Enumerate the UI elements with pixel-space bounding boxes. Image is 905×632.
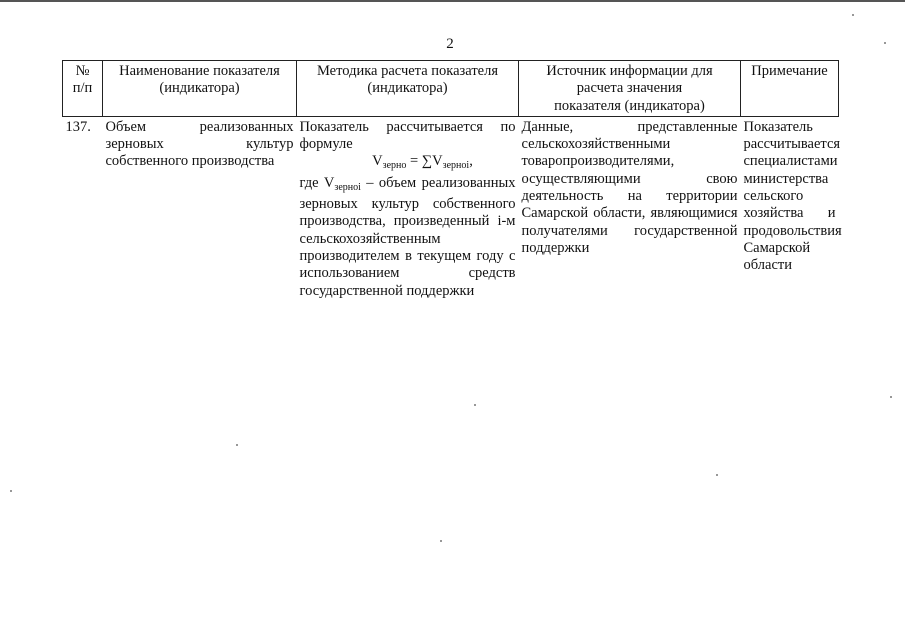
header-source-line3: показателя (индикатора) — [554, 97, 705, 114]
header-note — [741, 61, 839, 117]
method-where-text: – объем реализованных зерновых культур собственного производства, произведенный i-м сельскохозяйственным производителем в текущем году с использованием средств государственной поддержки — [299, 174, 516, 299]
header-method — [297, 61, 519, 117]
formula-sum-sub: зерноi — [442, 160, 470, 172]
header-source-line1: Источник информации для — [546, 63, 713, 79]
header-name-line1: Наименование показателя — [119, 63, 280, 79]
header-name-line2: (индикатора) — [159, 80, 240, 97]
scan-speck — [884, 42, 886, 44]
method-intro: Показатель рассчитывается по формуле — [299, 118, 516, 153]
scan-speck — [440, 540, 442, 542]
scan-top-edge — [0, 0, 905, 2]
row-method — [297, 116, 519, 299]
method-where-prefix: где V — [299, 174, 335, 191]
scan-speck — [716, 474, 718, 476]
header-number-line2: п/п — [72, 80, 93, 97]
header-number-line1: № — [75, 63, 90, 79]
formula-eq: = ∑V — [406, 153, 443, 170]
scan-speck — [890, 396, 892, 398]
table-row — [63, 116, 839, 299]
table-header-row — [63, 61, 839, 117]
header-method-line2: (индикатора) — [367, 80, 448, 97]
header-method-line1: Методика расчета показателя — [316, 63, 498, 79]
header-name — [103, 61, 297, 117]
scan-speck — [236, 444, 238, 446]
header-source — [519, 61, 741, 117]
indicators-table — [62, 60, 842, 300]
formula-v-sub: зерно — [382, 160, 407, 172]
formula-end: , — [469, 153, 473, 170]
row-note: Показатель рассчитывается специалистами министерства сельского хозяйства и продовольствия Самарской области — [743, 118, 842, 274]
scan-speck — [474, 404, 476, 406]
header-number — [63, 61, 103, 117]
page-number: 2 — [446, 36, 454, 52]
row-indicator-name: Объем реализованных зерновых культур собственного производства — [105, 118, 294, 170]
method-where-sub: зерноi — [334, 181, 361, 193]
header-note-line1: Примечание — [751, 63, 828, 79]
header-source-line2: расчета значения — [576, 80, 683, 97]
row-number: 137. — [65, 118, 91, 135]
scan-speck — [10, 490, 12, 492]
row-source: Данные, представленные сельскохозяйственными товаропроизводителями, осуществляющими свою деятельность на территории Самарской области, являющимися получателями государственной поддержки — [521, 118, 738, 256]
scan-speck — [852, 14, 854, 16]
method-formula — [330, 153, 516, 174]
formula-v: V — [372, 153, 383, 170]
